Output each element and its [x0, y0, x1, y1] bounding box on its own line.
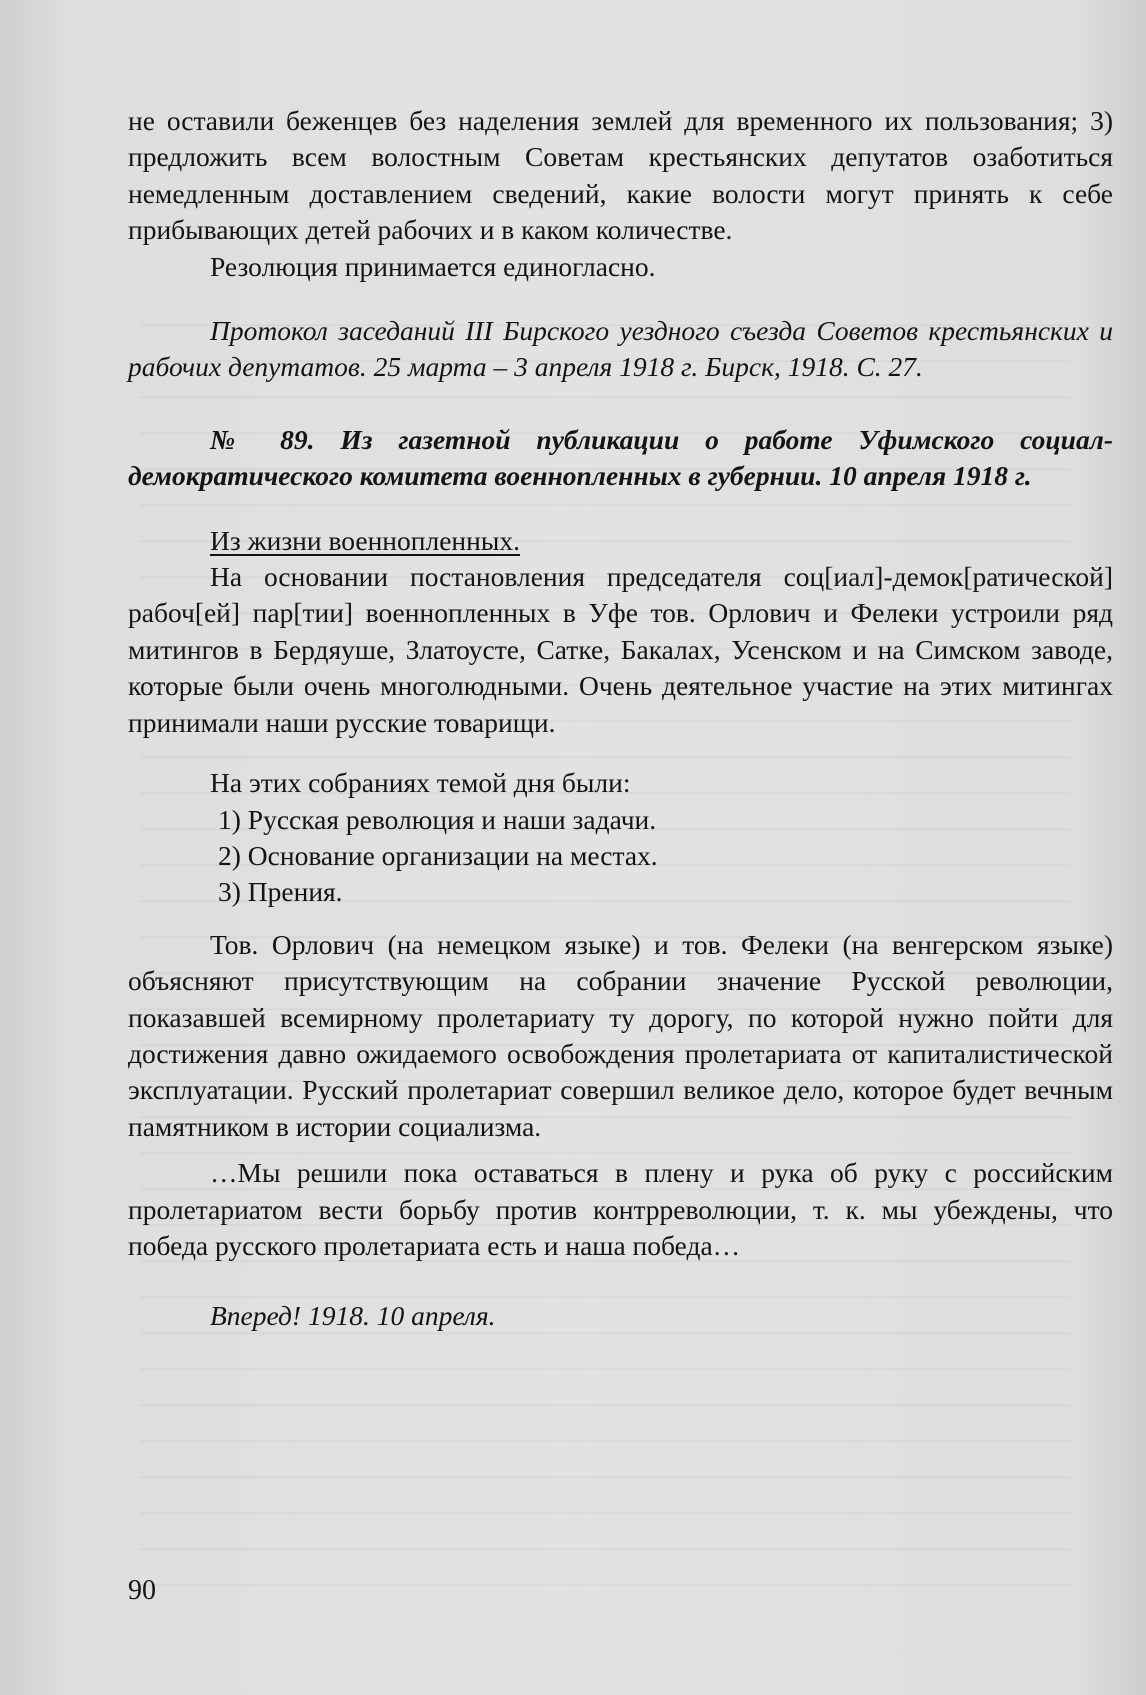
paragraph-topics-intro: На этих собраниях темой дня были:	[210, 767, 631, 799]
text-column	[128, 103, 1113, 1335]
list-item: 2) Основание организации на местах.	[218, 839, 658, 871]
article-subtitle-text: Из жизни военнопленных.	[210, 524, 520, 556]
paragraph-speeches: Тов. Орлович (на немецком языке) и тов. Фелеки (на венгерском языке) объясняют присутствующим на собрании значение Русской революции, показавшей всемирному пролетариату ту дорогу, по которой нужно пойти для достижения давно ожидаемого освобождения пролетариата от капиталистической эксплуатации. Русский пролетариат совершил великое дело, которое будет вечным памятником в истории социализма.	[128, 928, 1113, 1142]
article-subtitle	[128, 523, 1113, 559]
newspaper-source: Вперед! 1918. 10 апреля.	[210, 1300, 496, 1332]
paragraph-resolution-end: не оставили беженцев без наделения землей для временного их пользования; 3) предложить всем волостным Советам крестьянских депутатов озаботиться немедленным доставлением сведений, какие волости могут принять к себе прибывающих детей рабочих и в каком количестве.	[128, 105, 1113, 246]
page-number: 90	[128, 1575, 156, 1606]
list-item: 1) Русская революция и наши задачи.	[218, 803, 657, 835]
paragraph-meetings: На основании постановления председателя соц[иал]-демок[ратической] рабоч[ей] пар[тии] военнопленных в Уфе тов. Орлович и Фелеки устроили ряд митингов в Бердяуше, Златоусте, Сатке, Бакалах, Усенском и на Симском заводе, которые были очень многолюдными. Очень деятельное участие на этих митингах принимали наши русские товарищи.	[128, 561, 1113, 738]
source-citation: Протокол заседаний III Бирского уездного съезда Советов крестьянских и рабочих депутатов. 25 марта – 3 апреля 1918 г. Бирск, 1918. С. 27.	[128, 315, 1113, 383]
list-item: 3) Прения.	[218, 876, 343, 908]
paragraph-decision: …Мы решили пока оставаться в плену и рука об руку с российским пролетариатом вести борьбу против контрреволюции, т. к. мы убеждены, что победа русского пролетариата есть и наша победа…	[128, 1157, 1113, 1261]
paragraph-resolution-adopted: Резолюция принимается единогласно.	[210, 250, 656, 282]
document-heading: № 89. Из газетной публикации о работе Уфимского социал-демократического комитета военнопленных в губернии. 10 апреля 1918 г.	[128, 423, 1113, 492]
